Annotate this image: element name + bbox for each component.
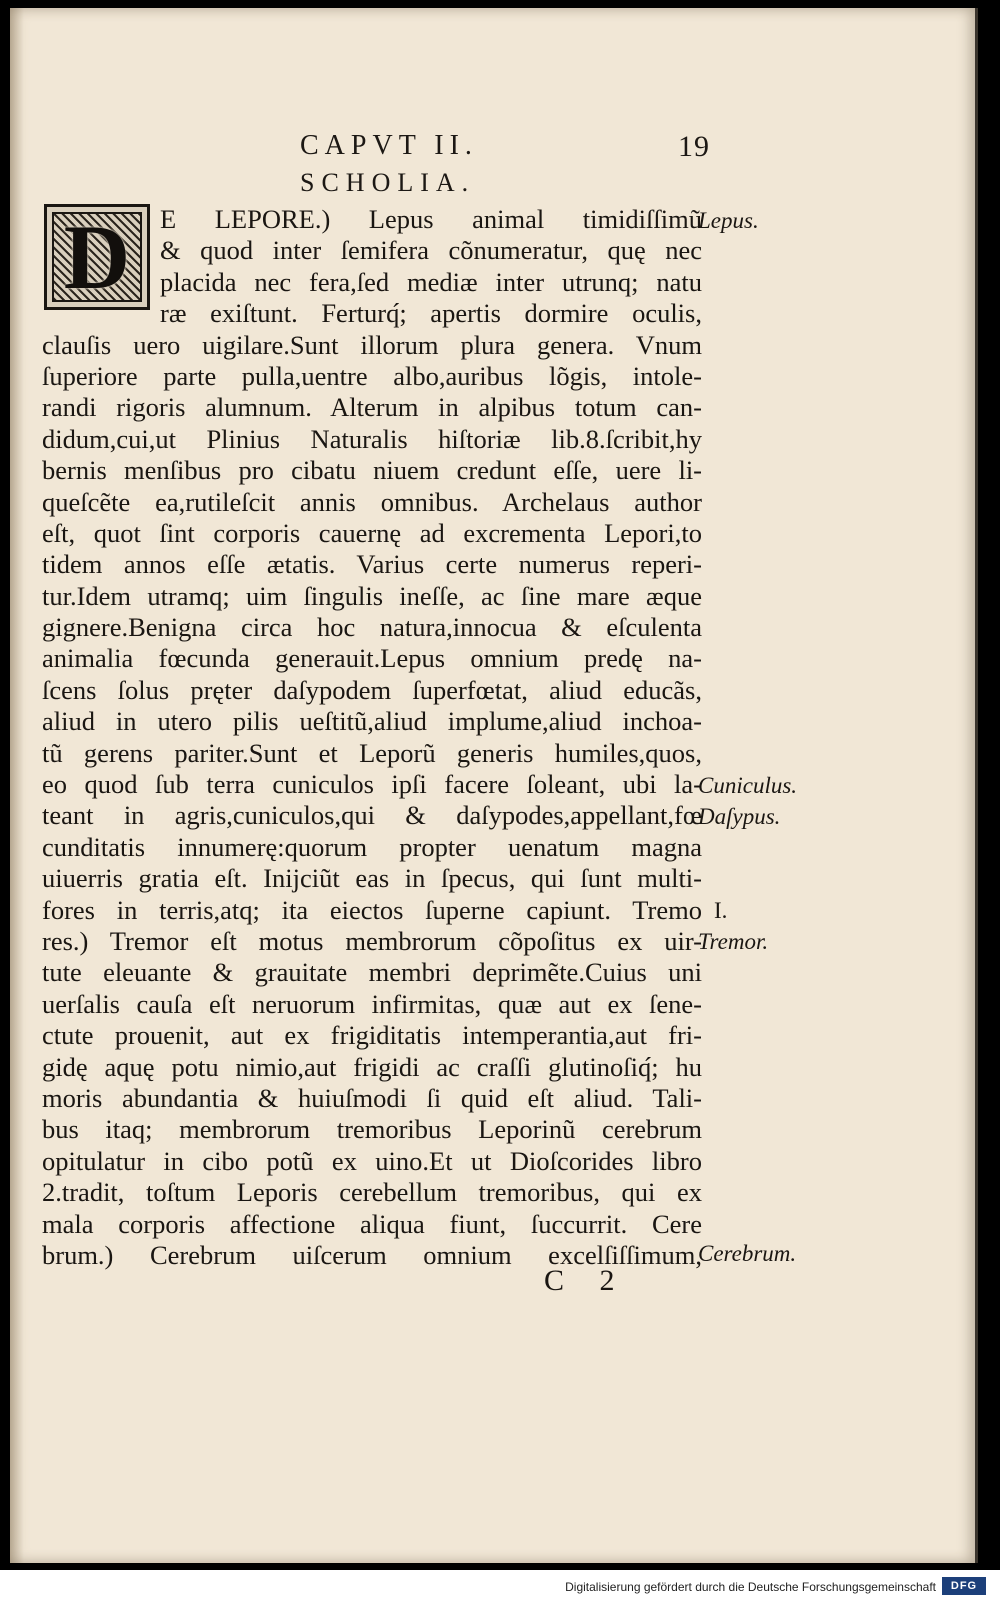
text-line: 2.tradit, toſtum Leporis cerebellum tremoribus, qui ex — [42, 1177, 702, 1208]
margin-note-lepus: Lepus. — [698, 208, 759, 233]
text-line: eſt, quot ſint corporis cauernę ad excrementa Lepori,to — [42, 517, 702, 548]
text-line: ſcens ſolus pręter daſypodem ſuperfœtat, aliud educãs, — [42, 674, 702, 705]
book-page — [10, 8, 978, 1563]
footer-credit: Digitalisierung gefördert durch die Deutsche Forschungsgemeinschaft — [565, 1580, 936, 1594]
text-line: fores in terris,atq; ita eiectos ſuperne capiunt. Tremo — [42, 894, 702, 925]
section-heading: SCHOLIA. — [300, 168, 476, 197]
text-line: bus itaq; membrorum tremoribus Leporinũ cerebrum — [42, 1114, 702, 1145]
text-line: brum.) Cerebrum uiſcerum omnium excelſiſſimum, — [42, 1239, 702, 1270]
text-line: uiuerris gratia eſt. Inijciũt eas in ſpecus, qui ſunt multi- — [42, 863, 702, 894]
text-line: uerſalis cauſa eſt neruorum infirmitas, quæ aut ex ſene- — [42, 988, 702, 1019]
running-head — [290, 130, 710, 170]
body-text — [42, 204, 702, 1271]
text-line: aliud in utero pilis ueſtitũ,aliud implume,aliud inchoa- — [42, 706, 702, 737]
text-line: ræ exiſtunt. Ferturq́; apertis dormire oculis, — [160, 298, 702, 329]
text-line: placida nec fera,ſed mediæ inter utrunq; natu — [160, 266, 702, 297]
text-line: didum,cui,ut Plinius Naturalis hiſtoriæ lib.8.ſcribit,hy — [42, 423, 702, 454]
text-line: tidem annos eſſe ætatis. Varius certe numerus reperi- — [42, 549, 702, 580]
text-line: E LEPORE.) Lepus animal timidiſſimũ — [160, 204, 702, 234]
margin-note-dasypus: Daſypus. — [698, 804, 781, 829]
margin-note-numeral: I. — [714, 898, 728, 923]
margin-note-cerebrum: Cerebrum. — [698, 1241, 797, 1266]
text-line: tute eleuante & grauitate membri deprimẽte.Cuius uni — [42, 957, 702, 988]
text-line: clauſis uero uigilare.Sunt illorum plura genera. Vnum — [42, 329, 702, 360]
text-line: tur.Idem utramq; uim ſingulis ineſſe, ac ſine mare æque — [42, 580, 702, 611]
signature-mark: C 2 — [544, 1264, 629, 1297]
text-line: ctute prouenit, aut ex frigiditatis intemperantia,aut fri- — [42, 1020, 702, 1051]
text-line: res.) Tremor eſt motus membrorum cõpoſitus ex uir- — [42, 925, 702, 956]
text-line: tũ gerens pariter.Sunt et Leporũ generis humiles,quos, — [42, 737, 702, 768]
text-line: bernis menſibus pro cibatu niuem credunt eſſe, uere li- — [42, 455, 702, 486]
text-line: teant in agris,cuniculos,qui & daſypodes,appellant,fœ — [42, 800, 702, 831]
text-line: randi rigoris alumnum. Alterum in alpibus totum can- — [42, 392, 702, 423]
text-line: ſuperiore parte pulla,uentre albo,auribus lõgis, intole- — [42, 360, 702, 391]
text-line: animalia fœcunda generauit.Lepus omnium predę na- — [42, 643, 702, 674]
text-line: opitulatur in cibo potũ ex uino.Et ut Dioſcorides libro — [42, 1145, 702, 1176]
text-line: cunditatis innumerę:quorum propter uenatum magna — [42, 831, 702, 862]
text-line: gidę aquę potu nimio,aut frigidi ac craſſi glutinoſiq́; hu — [42, 1051, 702, 1082]
initial-letter: D — [63, 206, 131, 308]
text-line: mala corporis affectione aliqua fiunt, ſuccurrit. Cere — [42, 1208, 702, 1239]
footer-bar — [0, 1570, 1000, 1604]
page-number: 19 — [678, 130, 710, 163]
margin-note-tremor: Tremor. — [698, 929, 769, 954]
running-title: CAPVT II. — [300, 130, 478, 161]
text-line: gignere.Benigna circa hoc natura,innocua & eſculenta — [42, 612, 702, 643]
dfg-logo: DFG — [942, 1577, 986, 1595]
margin-note-cuniculus: Cuniculus. — [698, 773, 798, 798]
text-line: moris abundantia & huiuſmodi ſi quid eſt aliud. Tali- — [42, 1082, 702, 1113]
text-line: queſcẽte ea,rutileſcit annis omnibus. Archelaus author — [42, 486, 702, 517]
text-line: eo quod ſub terra cuniculos ipſi facere ſoleant, ubi la- — [42, 769, 702, 800]
text-line: & quod inter ſemifera cõnumeratur, quę nec — [160, 235, 702, 266]
